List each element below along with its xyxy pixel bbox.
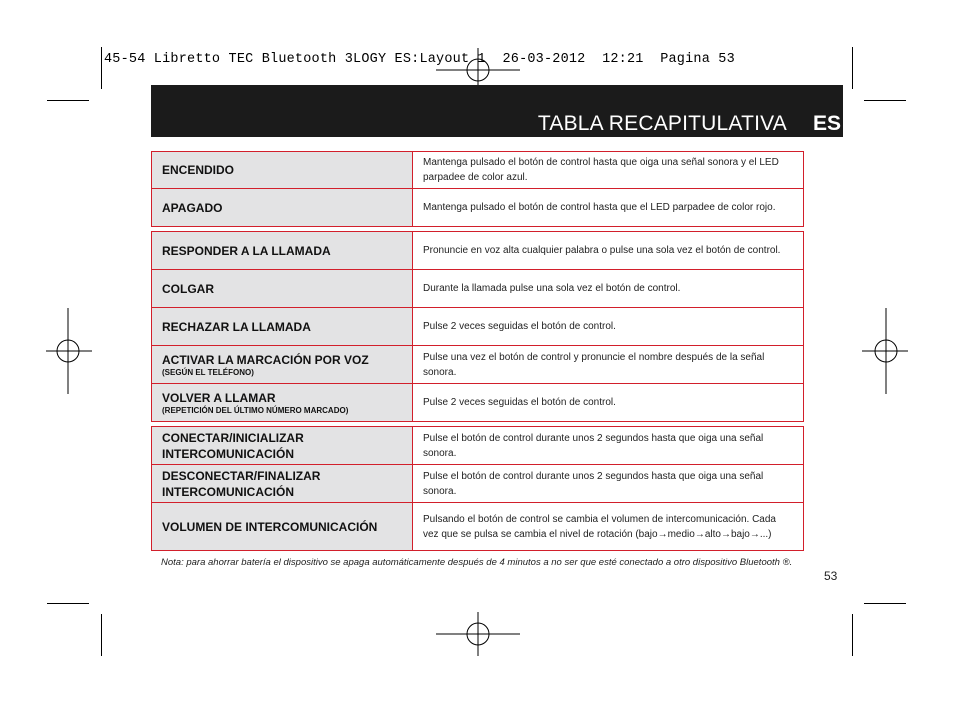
description-cell: Mantenga pulsado el botón de control hasta que el LED parpadee de color rojo. [423,202,776,213]
function-cell [152,384,413,421]
function-cell [152,270,413,307]
crop-mark [47,100,89,101]
function-cell [152,427,413,464]
function-label: RECHAZAR LA LLAMADA [162,319,311,334]
table-row [151,426,804,465]
description-cell: Pulse el botón de control durante unos 2 segundos hasta que oiga una señal sonora. [423,470,764,497]
function-label: DESCONECTAR/FINALIZAR INTERCOMUNICACIÓN [162,468,321,499]
function-sublabel: (REPETICIÓN DEL ÚLTIMO NÚMERO MARCADO) [162,405,349,415]
table-row [151,151,804,189]
crop-mark [864,100,906,101]
function-cell [152,465,413,502]
description-cell: Pulse una vez el botón de control y pronuncie el nombre después de la señal sonora. [423,351,765,378]
function-label: VOLUMEN DE INTERCOMUNICACIÓN [162,519,378,534]
language-code: ES [812,112,841,135]
function-label: ENCENDIDO [162,163,235,177]
table-row [151,189,804,227]
description-cell: Mantenga pulsado el botón de control hasta que oiga una señal sonora y el LED parpadee de color azul. [423,157,779,183]
footnote: Nota: para ahorrar batería el dispositivo se apaga automáticamente después de 4 minutos a no ser que esté conectado a otro dispositivo Bluetooth ®. [161,557,793,568]
function-cell [152,346,413,383]
table-row [151,231,804,270]
function-sublabel: (SEGÚN EL TELÉFONO) [162,367,254,377]
function-label: VOLVER A LLAMAR [162,390,276,405]
crop-mark [47,603,89,604]
function-cell [152,503,413,550]
crop-mark [852,47,853,89]
registration-mark-right-icon [862,308,908,394]
function-cell [152,189,413,226]
function-label: CONECTAR/INICIALIZAR INTERCOMUNICACIÓN [162,430,304,461]
crop-mark [101,47,102,89]
description-cell: Pulse el botón de control durante unos 2 segundos hasta que oiga una señal sonora. [423,432,764,459]
crop-mark [101,614,102,656]
function-label: RESPONDER A LA LLAMADA [162,243,331,258]
crop-mark [864,603,906,604]
summary-table [151,151,804,551]
section-header [151,85,843,137]
function-cell [152,308,413,345]
description-cell: Pronuncie en voz alta cualquier palabra o pulse una sola vez el botón de control. [423,245,781,256]
slug-line: 45-54 Libretto TEC Bluetooth 3LOGY ES:Layout 1 26-03-2012 12:21 Pagina 53 [104,52,735,67]
description-cell: Pulsando el botón de control se cambia el volumen de intercomunicación. Cada vez que se pulsa se cambia el nivel de rotación (bajo→medio→alto→bajo→...) [423,513,776,540]
table-row [151,503,804,551]
registration-mark-top-icon [436,40,520,90]
page-number: 53 [824,569,838,583]
function-cell [152,232,413,269]
function-label: COLGAR [162,281,214,296]
function-label: APAGADO [162,200,223,215]
crop-mark [852,614,853,656]
table-row [151,384,804,422]
page-title: TABLA RECAPITULATIVA [537,112,787,135]
function-cell [152,152,413,188]
function-label: ACTIVAR LA MARCACIÓN POR VOZ [162,352,369,367]
registration-mark-bottom-icon [436,612,520,662]
description-cell: Durante la llamada pulse una sola vez el botón de control. [423,283,681,294]
table-row [151,270,804,308]
table-row [151,465,804,503]
description-cell: Pulse 2 veces seguidas el botón de control. [423,321,616,332]
registration-mark-left-icon [46,308,92,394]
description-cell: Pulse 2 veces seguidas el botón de control. [423,397,616,408]
table-row [151,346,804,384]
table-row [151,308,804,346]
